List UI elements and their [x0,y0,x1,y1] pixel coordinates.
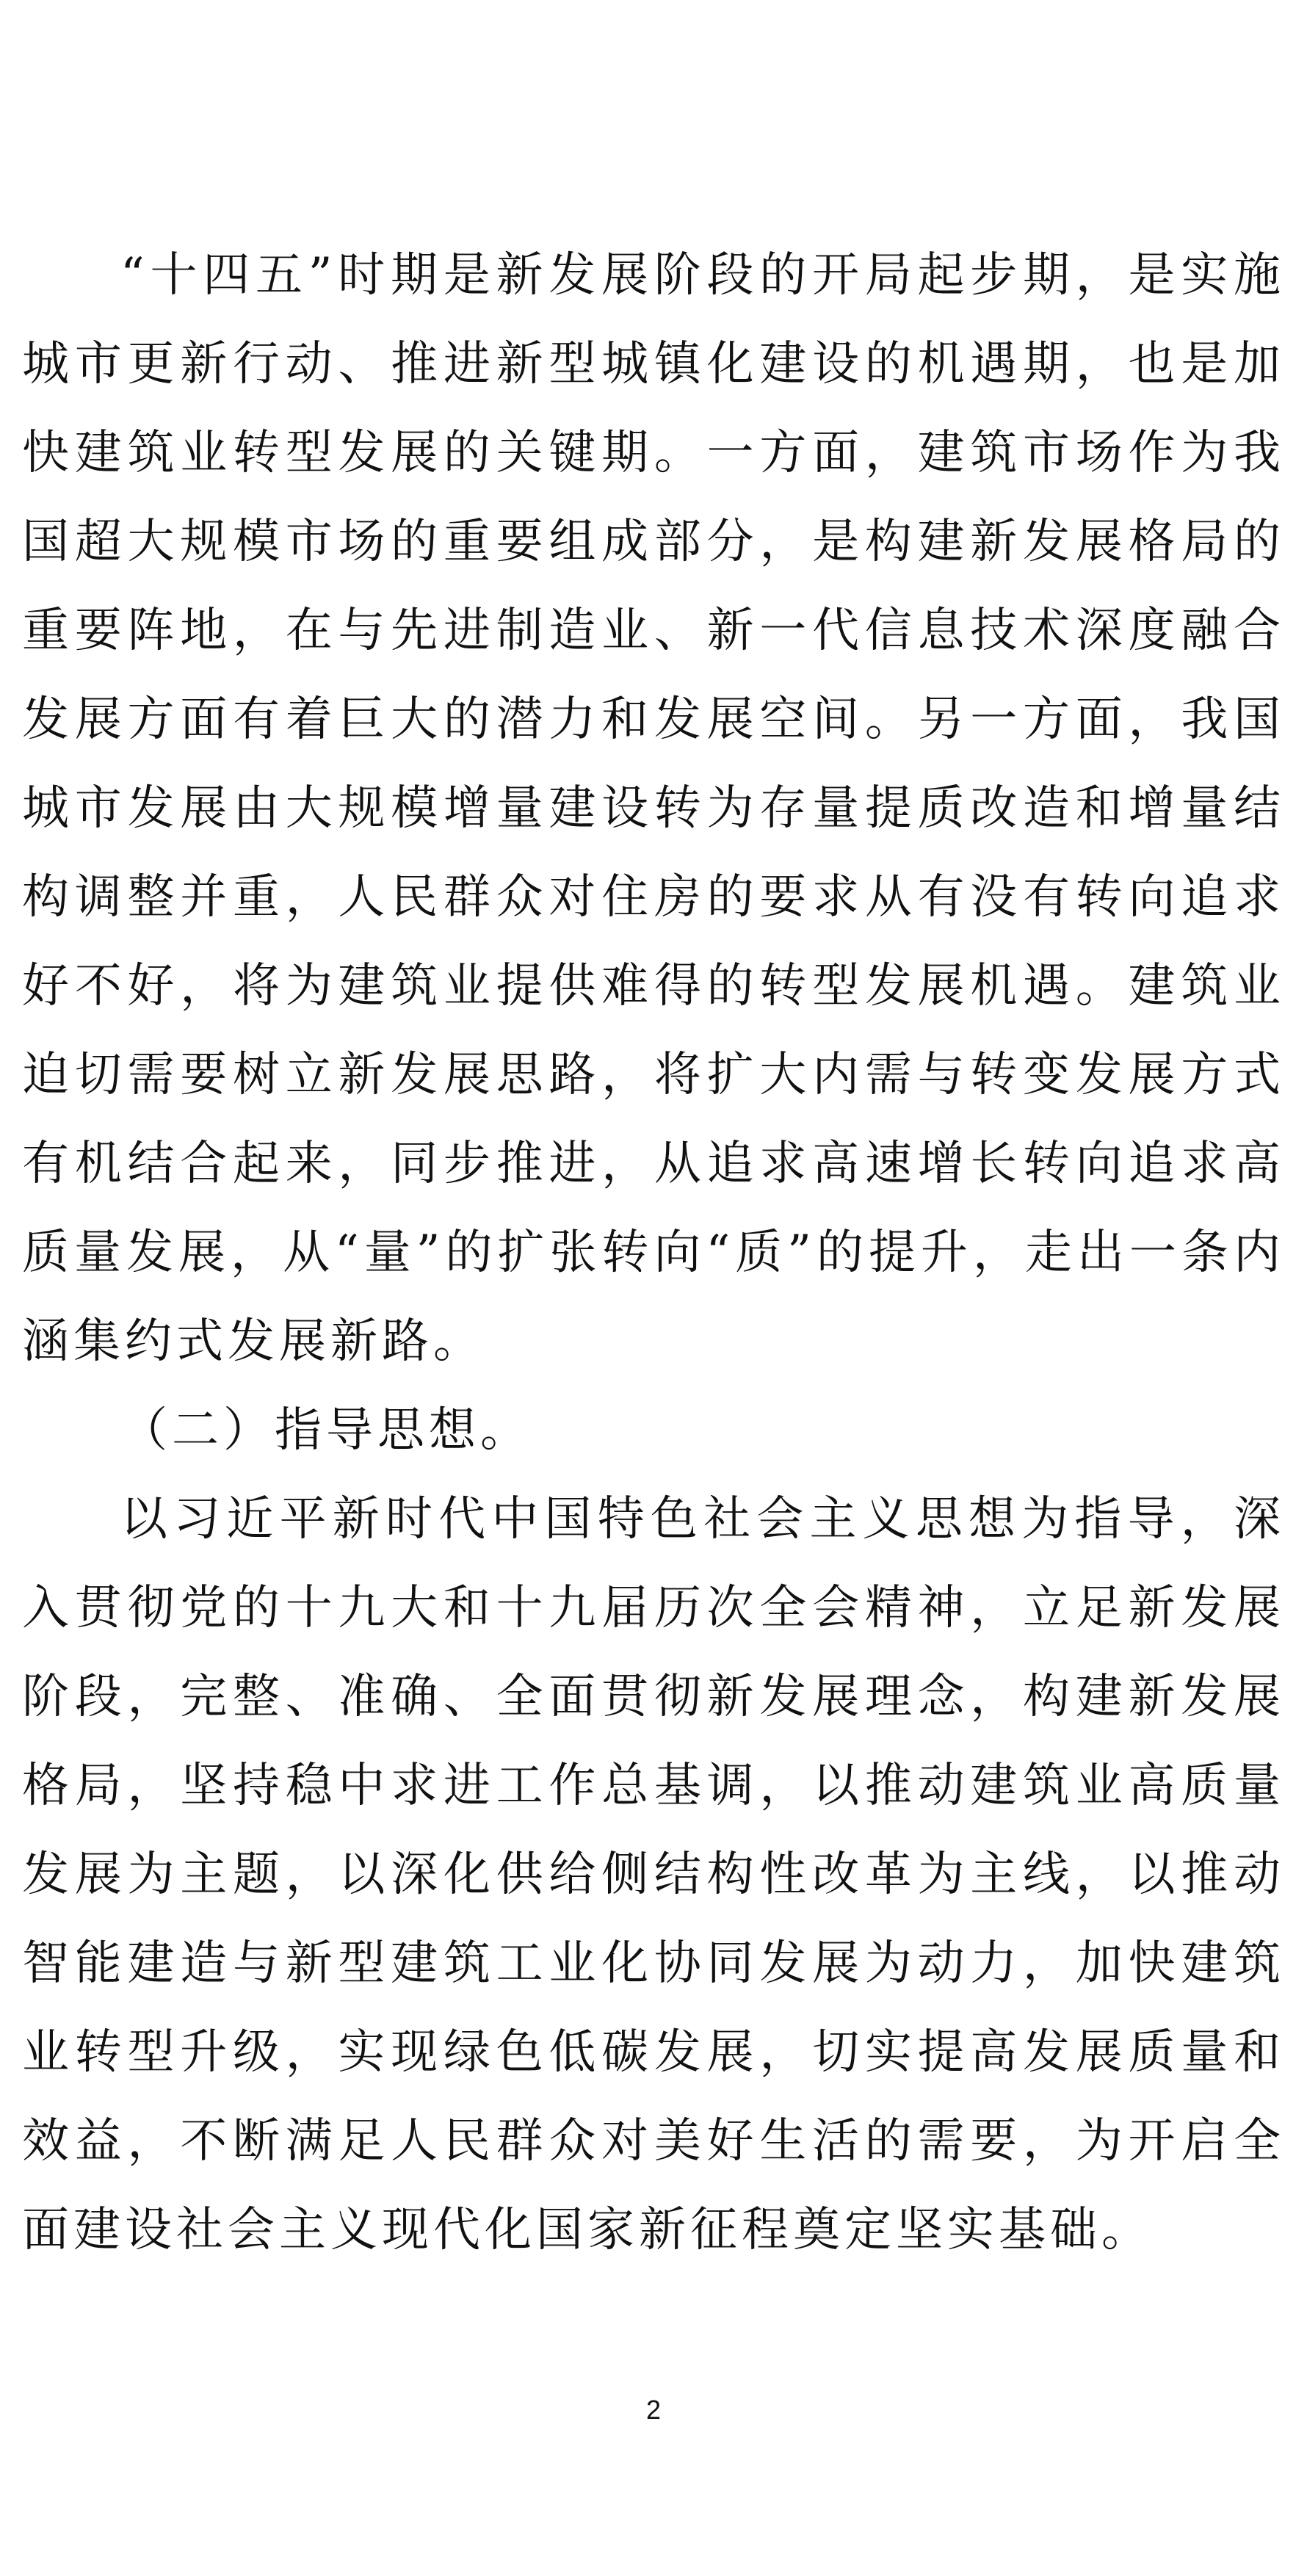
body-text [22,231,1285,2275]
paragraph-intro: “十四五”时期是新发展阶段的开局起步期，是实施城市更新行动、推进新型城镇化建设的机遇期，也是加快建筑业转型发展的关键期。一方面，建筑市场作为我国超大规模市场的重要组成部分，是构建新发展格局的重要阵地，在与先进制造业、新一代信息技术深度融合发展方面有着巨大的潜力和发展空间。另一方面，我国城市发展由大规模增量建设转为存量提质改造和增量结构调整并重，人民群众对住房的要求从有没有转向追求好不好，将为建筑业提供难得的转型发展机遇。建筑业迫切需要树立新发展思路，将扩大内需与转变发展方式有机结合起来，同步推进，从追求高速增长转向追求高质量发展，从“量”的扩张转向“质”的提升，走出一条内涵集约式发展新路。 [22,248,1285,1369]
section-heading-guiding-ideology: （二）指导思想。 [120,1403,532,1458]
paragraph-guiding-ideology: 以习近平新时代中国特色社会主义思想为指导，深入贯彻党的十九大和十九届历次全会精神，立足新发展阶段，完整、准确、全面贯彻新发展理念，构建新发展格局，坚持稳中求进工作总基调，以推动建筑业高质量发展为主题，以深化供给侧结构性改革为主线，以推动智能建造与新型建筑工业化协同发展为动力，加快建筑业转型升级，实现绿色低碳发展，切实提高发展质量和效益，不断满足人民群众对美好生活的需要，为开启全面建设社会主义现代化国家新征程奠定坚实基础。 [22,1492,1285,2257]
page-number: 2 [645,2395,662,2425]
